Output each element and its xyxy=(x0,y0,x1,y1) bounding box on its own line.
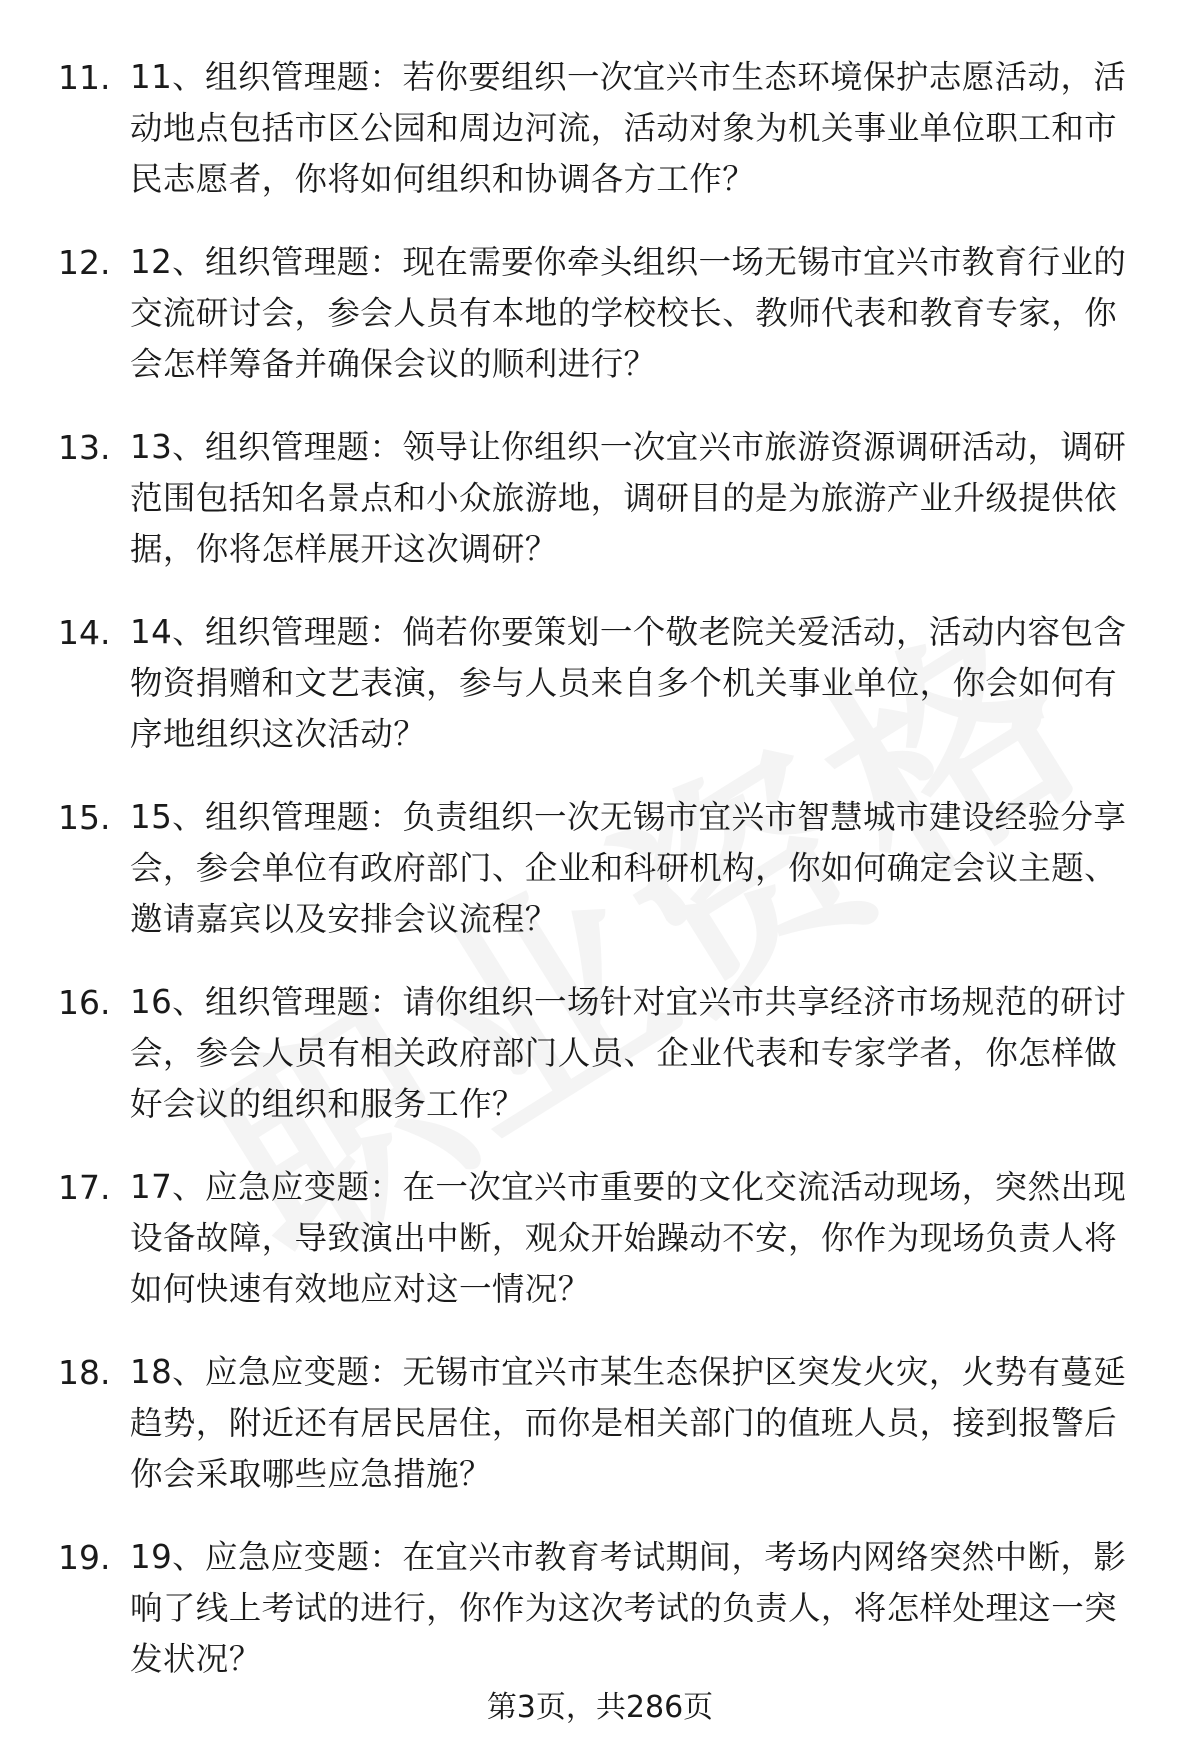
question-number: 16. xyxy=(58,983,111,1022)
question-item-19 xyxy=(0,1532,1200,1685)
question-text: 11、组织管理题：若你要组织一次宜兴市生态环境保护志愿活动，活动地点包括市区公园和周边河流，活动对象为机关事业单位职工和市民志愿者，你将如何组织和协调各方工作？ xyxy=(130,58,1127,198)
question-text: 19、应急应变题：在宜兴市教育考试期间，考场内网络突然中断，影响了线上考试的进行，你作为这次考试的负责人，将怎样处理这一突发状况？ xyxy=(130,1538,1127,1678)
question-text: 14、组织管理题：倘若你要策划一个敬老院关爱活动，活动内容包含物资捐赠和文艺表演，参与人员来自多个机关事业单位，你会如何有序地组织这次活动？ xyxy=(130,613,1127,753)
question-text: 13、组织管理题：领导让你组织一次宜兴市旅游资源调研活动，调研范围包括知名景点和小众旅游地，调研目的是为旅游产业升级提供依据，你将怎样展开这次调研？ xyxy=(130,428,1127,568)
question-item-13 xyxy=(0,422,1200,575)
question-text: 12、组织管理题：现在需要你牵头组织一场无锡市宜兴市教育行业的交流研讨会，参会人员有本地的学校校长、教师代表和教育专家，你会怎样筹备并确保会议的顺利进行？ xyxy=(130,243,1127,383)
question-list xyxy=(0,52,1200,1717)
question-number: 19. xyxy=(58,1538,111,1577)
question-item-12 xyxy=(0,237,1200,390)
question-item-15 xyxy=(0,792,1200,945)
question-number: 12. xyxy=(58,243,111,282)
question-number: 15. xyxy=(58,798,111,837)
page-number-label: 第3页，共286页 xyxy=(486,1690,714,1725)
question-item-16 xyxy=(0,977,1200,1130)
question-number: 14. xyxy=(58,613,111,652)
question-item-14 xyxy=(0,607,1200,760)
question-item-17 xyxy=(0,1162,1200,1315)
question-number: 13. xyxy=(58,428,111,467)
question-text: 18、应急应变题：无锡市宜兴市某生态保护区突发火灾，火势有蔓延趋势，附近还有居民居住，而你是相关部门的值班人员，接到报警后你会采取哪些应急措施？ xyxy=(130,1353,1127,1493)
question-number: 18. xyxy=(58,1353,111,1392)
question-item-11 xyxy=(0,52,1200,205)
question-number: 11. xyxy=(58,58,111,97)
question-text: 17、应急应变题：在一次宜兴市重要的文化交流活动现场，突然出现设备故障，导致演出中断，观众开始躁动不安，你作为现场负责人将如何快速有效地应对这一情况？ xyxy=(130,1168,1127,1308)
question-number: 17. xyxy=(58,1168,111,1207)
question-item-18 xyxy=(0,1347,1200,1500)
question-text: 15、组织管理题：负责组织一次无锡市宜兴市智慧城市建设经验分享会，参会单位有政府部门、企业和科研机构，你如何确定会议主题、邀请嘉宾以及安排会议流程？ xyxy=(130,798,1127,938)
page-footer xyxy=(0,1688,1200,1728)
question-text: 16、组织管理题：请你组织一场针对宜兴市共享经济市场规范的研讨会，参会人员有相关政府部门人员、企业代表和专家学者，你怎样做好会议的组织和服务工作？ xyxy=(130,983,1127,1123)
